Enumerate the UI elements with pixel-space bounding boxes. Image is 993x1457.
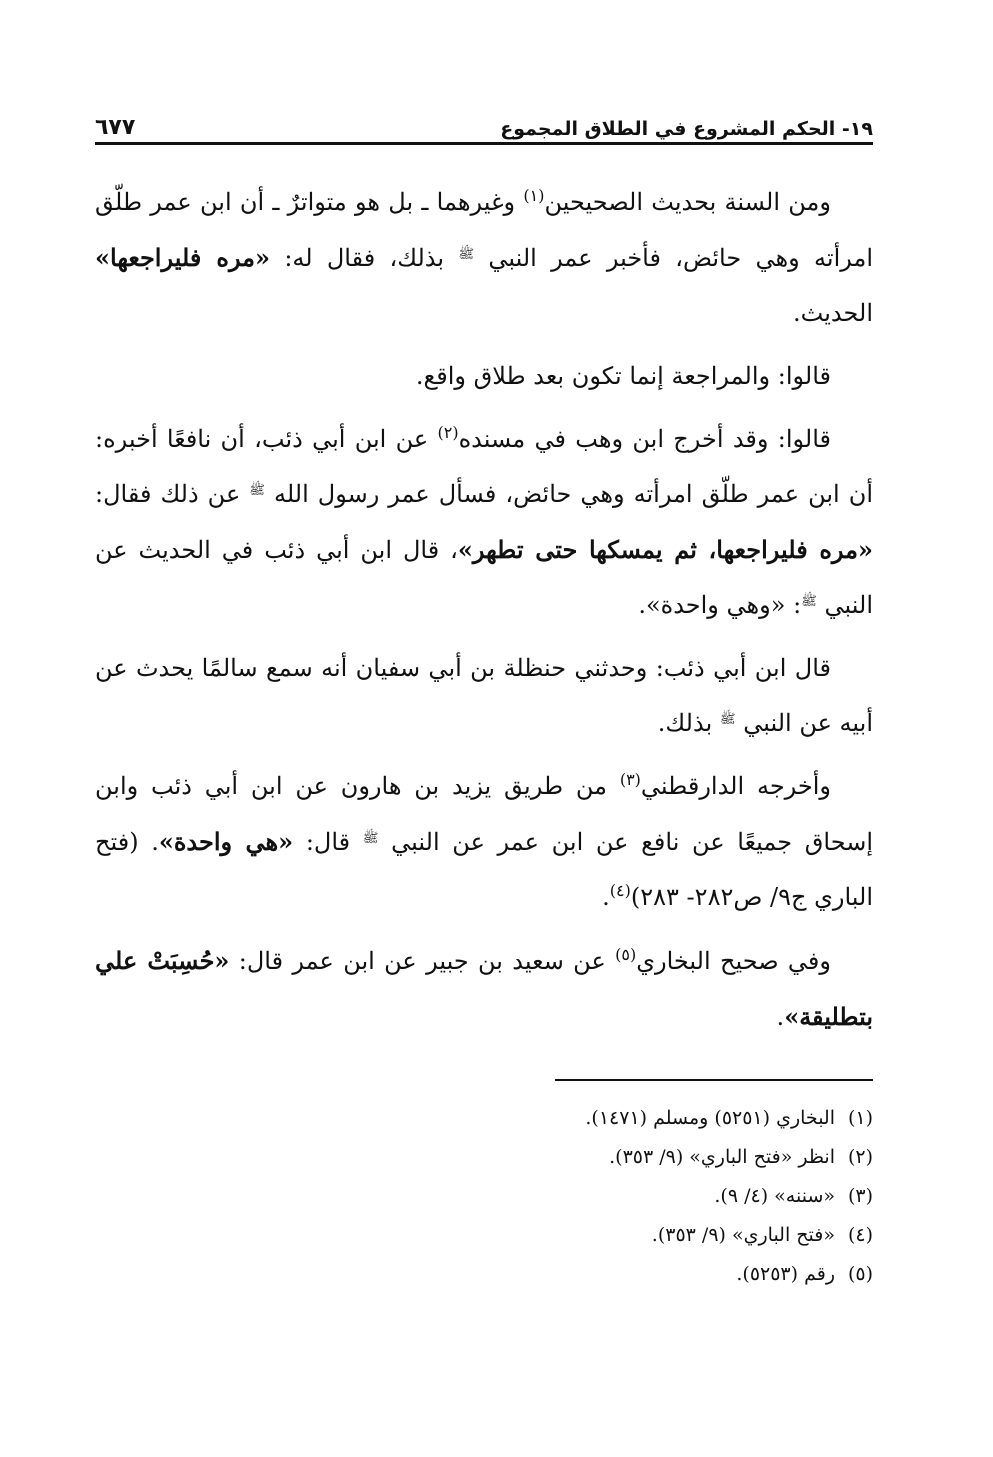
footnote-text: رقم (٥٢٥٣). [736, 1263, 835, 1285]
footnote-number: (٣) [847, 1185, 873, 1207]
text-run: قال ابن أبي ذئب: وحدثني حنظلة بن أبي سفيان أنه سمع سالمًا يحدث عن أبيه عن النبي [95, 654, 873, 737]
footnote-divider [555, 1079, 873, 1081]
footnote-ref[interactable]: (٢) [437, 423, 459, 442]
hadith-quote: «حُسِبَتْ علي بتطليقة» [95, 946, 873, 1031]
main-text [95, 175, 873, 1045]
text-run: الحديث. [793, 299, 873, 327]
footnote-item [95, 1177, 873, 1216]
text-run: قالوا: وقد أخرج ابن وهب في مسنده [458, 425, 832, 453]
salutation-glyph: ﷺ [249, 483, 265, 498]
paragraph-2 [95, 349, 873, 404]
footnote-number: (١) [847, 1107, 873, 1129]
hadith-quote: «مره فليراجعها، ثم يمسكها حتى تطهر» [457, 535, 874, 564]
text-run: وفي صحيح البخاري [636, 947, 831, 975]
text-run: قالوا: والمراجعة إنما تكون بعد طلاق واقع. [415, 362, 831, 390]
salutation-glyph: ﷺ [362, 831, 379, 846]
page-number: ٦٧٧ [95, 115, 136, 140]
text-run: بذلك، فقال له: [270, 244, 459, 272]
text-run: . (فتح الباري ج٩/ ص٢٨٢- ٢٨٣) [95, 828, 873, 911]
text-run: ومن السنة بحديث الصحيحين [544, 188, 831, 216]
footnote-text: «فتح الباري» (٩/ ٣٥٣). [651, 1224, 835, 1246]
footnote-text: «سننه» (٤/ ٩). [714, 1185, 835, 1207]
footnote-item [95, 1255, 873, 1294]
text-run: . [602, 883, 610, 911]
footnote-text: البخاري (٥٢٥١) ومسلم (١٤٧١). [585, 1107, 835, 1129]
footnote-ref[interactable]: (٤) [609, 881, 631, 900]
text-run: ، قال ابن أبي ذئب في الحديث عن النبي [95, 536, 873, 619]
text-run: . [776, 1003, 785, 1031]
paragraph-4 [95, 641, 873, 751]
salutation-glyph: ﷺ [719, 712, 736, 727]
salutation-glyph: ﷺ [458, 247, 475, 262]
text-run: من طريق يزيد بن هارون عن ابن أبي ذئب وابن إسحاق جميعًا عن نافع عن ابن عمر عن النبي [95, 772, 873, 856]
book-page [95, 100, 873, 1294]
paragraph-6 [95, 933, 873, 1045]
hadith-quote: «هي واحدة» [158, 827, 294, 856]
text-run: بذلك. [657, 709, 720, 737]
running-header [95, 100, 873, 145]
footnote-number: (٤) [847, 1224, 873, 1246]
footnote-item [95, 1216, 873, 1255]
paragraph-1 [95, 175, 873, 341]
footnote-number: (٥) [847, 1263, 873, 1285]
chapter-title: ١٩- الحكم المشروع في الطلاق المجموع [500, 118, 873, 140]
hadith-quote: «مره فليراجعها» [95, 243, 271, 272]
text-run: وأخرجه الدارقطني [640, 772, 831, 800]
paragraph-5 [95, 759, 873, 925]
paragraph-3 [95, 412, 873, 633]
salutation-glyph: ﷺ [801, 594, 817, 609]
footnote-item [95, 1099, 873, 1138]
text-run: : «وهي واحدة». [638, 591, 802, 619]
footnote-ref[interactable]: (١) [523, 186, 545, 205]
footnote-item [95, 1138, 873, 1177]
text-run: قال: [293, 828, 363, 856]
text-run: عن ذلك فقال: [95, 480, 250, 508]
text-run: عن ابن أبي ذئب، أن نافعًا أخبره: أن ابن عمر طلّق امرأته وهي حائض، فسأل عمر رسول الله [95, 425, 873, 508]
footnote-ref[interactable]: (٥) [615, 945, 637, 964]
footnote-number: (٢) [847, 1146, 873, 1168]
footnotes [95, 1099, 873, 1294]
footnote-text: انظر «فتح الباري» (٩/ ٣٥٣). [609, 1146, 835, 1168]
footnote-ref[interactable]: (٣) [619, 770, 641, 789]
text-run: وغيرهما ـ بل هو متواترٌ ـ أن ابن عمر طلّق امرأته وهي حائض، فأخبر عمر النبي [95, 188, 873, 272]
text-run: عن سعيد بن جبير عن ابن عمر قال: [229, 947, 616, 975]
